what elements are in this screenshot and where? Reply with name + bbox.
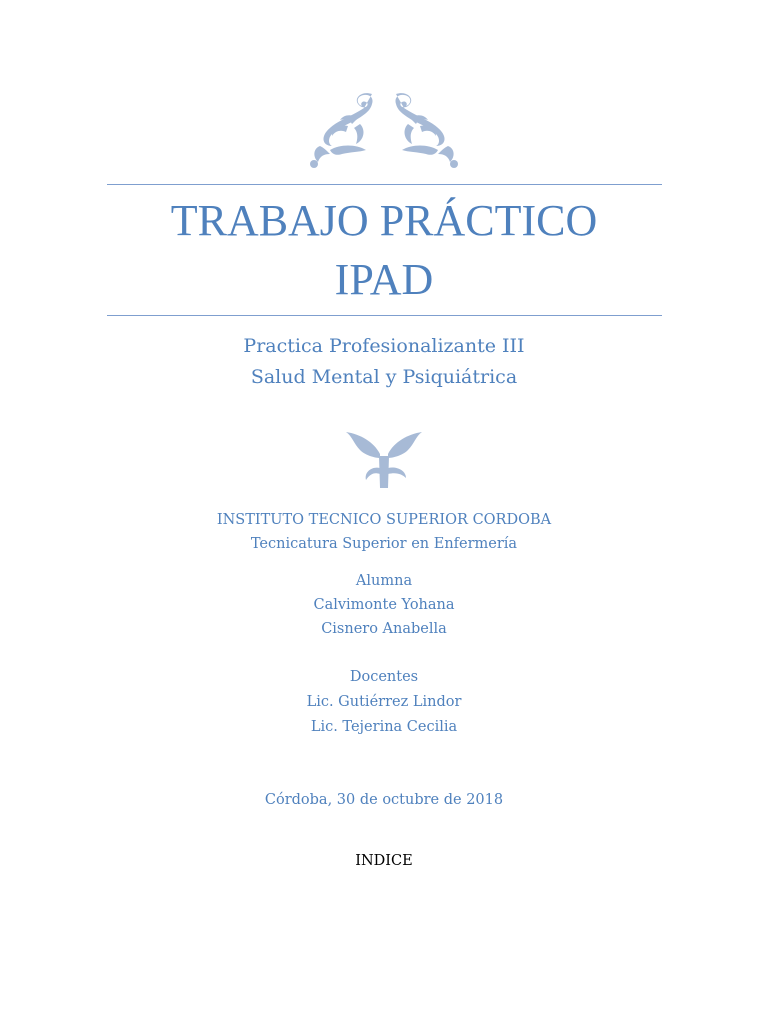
page-title-second-line: IPAD <box>334 255 434 304</box>
teacher-name: Lic. Gutiérrez Lindor <box>306 694 462 710</box>
fleur-ornament-icon <box>344 424 424 490</box>
bottom-divider <box>107 315 662 316</box>
floral-scroll-icon <box>300 84 468 174</box>
index-heading: INDICE <box>355 853 413 869</box>
teachers-label: Docentes <box>349 669 419 685</box>
subtitle-subject: Salud Mental y Psiquiátrica <box>250 366 518 388</box>
student-name: Cisnero Anabella <box>321 621 447 637</box>
place-and-date: Córdoba, 30 de octubre de 2018 <box>264 792 504 808</box>
student-name: Calvimonte Yohana <box>313 597 455 613</box>
top-divider <box>107 184 662 185</box>
institute-name: INSTITUTO TECNICO SUPERIOR CORDOBA <box>216 512 552 528</box>
career-name: Tecnicatura Superior en Enfermería <box>250 536 518 552</box>
subtitle-course: Practica Profesionalizante III <box>243 335 525 357</box>
students-label: Alumna <box>355 573 413 589</box>
teacher-name: Lic. Tejerina Cecilia <box>310 719 458 735</box>
page-title: TRABAJO PRÁCTICO <box>170 196 598 245</box>
